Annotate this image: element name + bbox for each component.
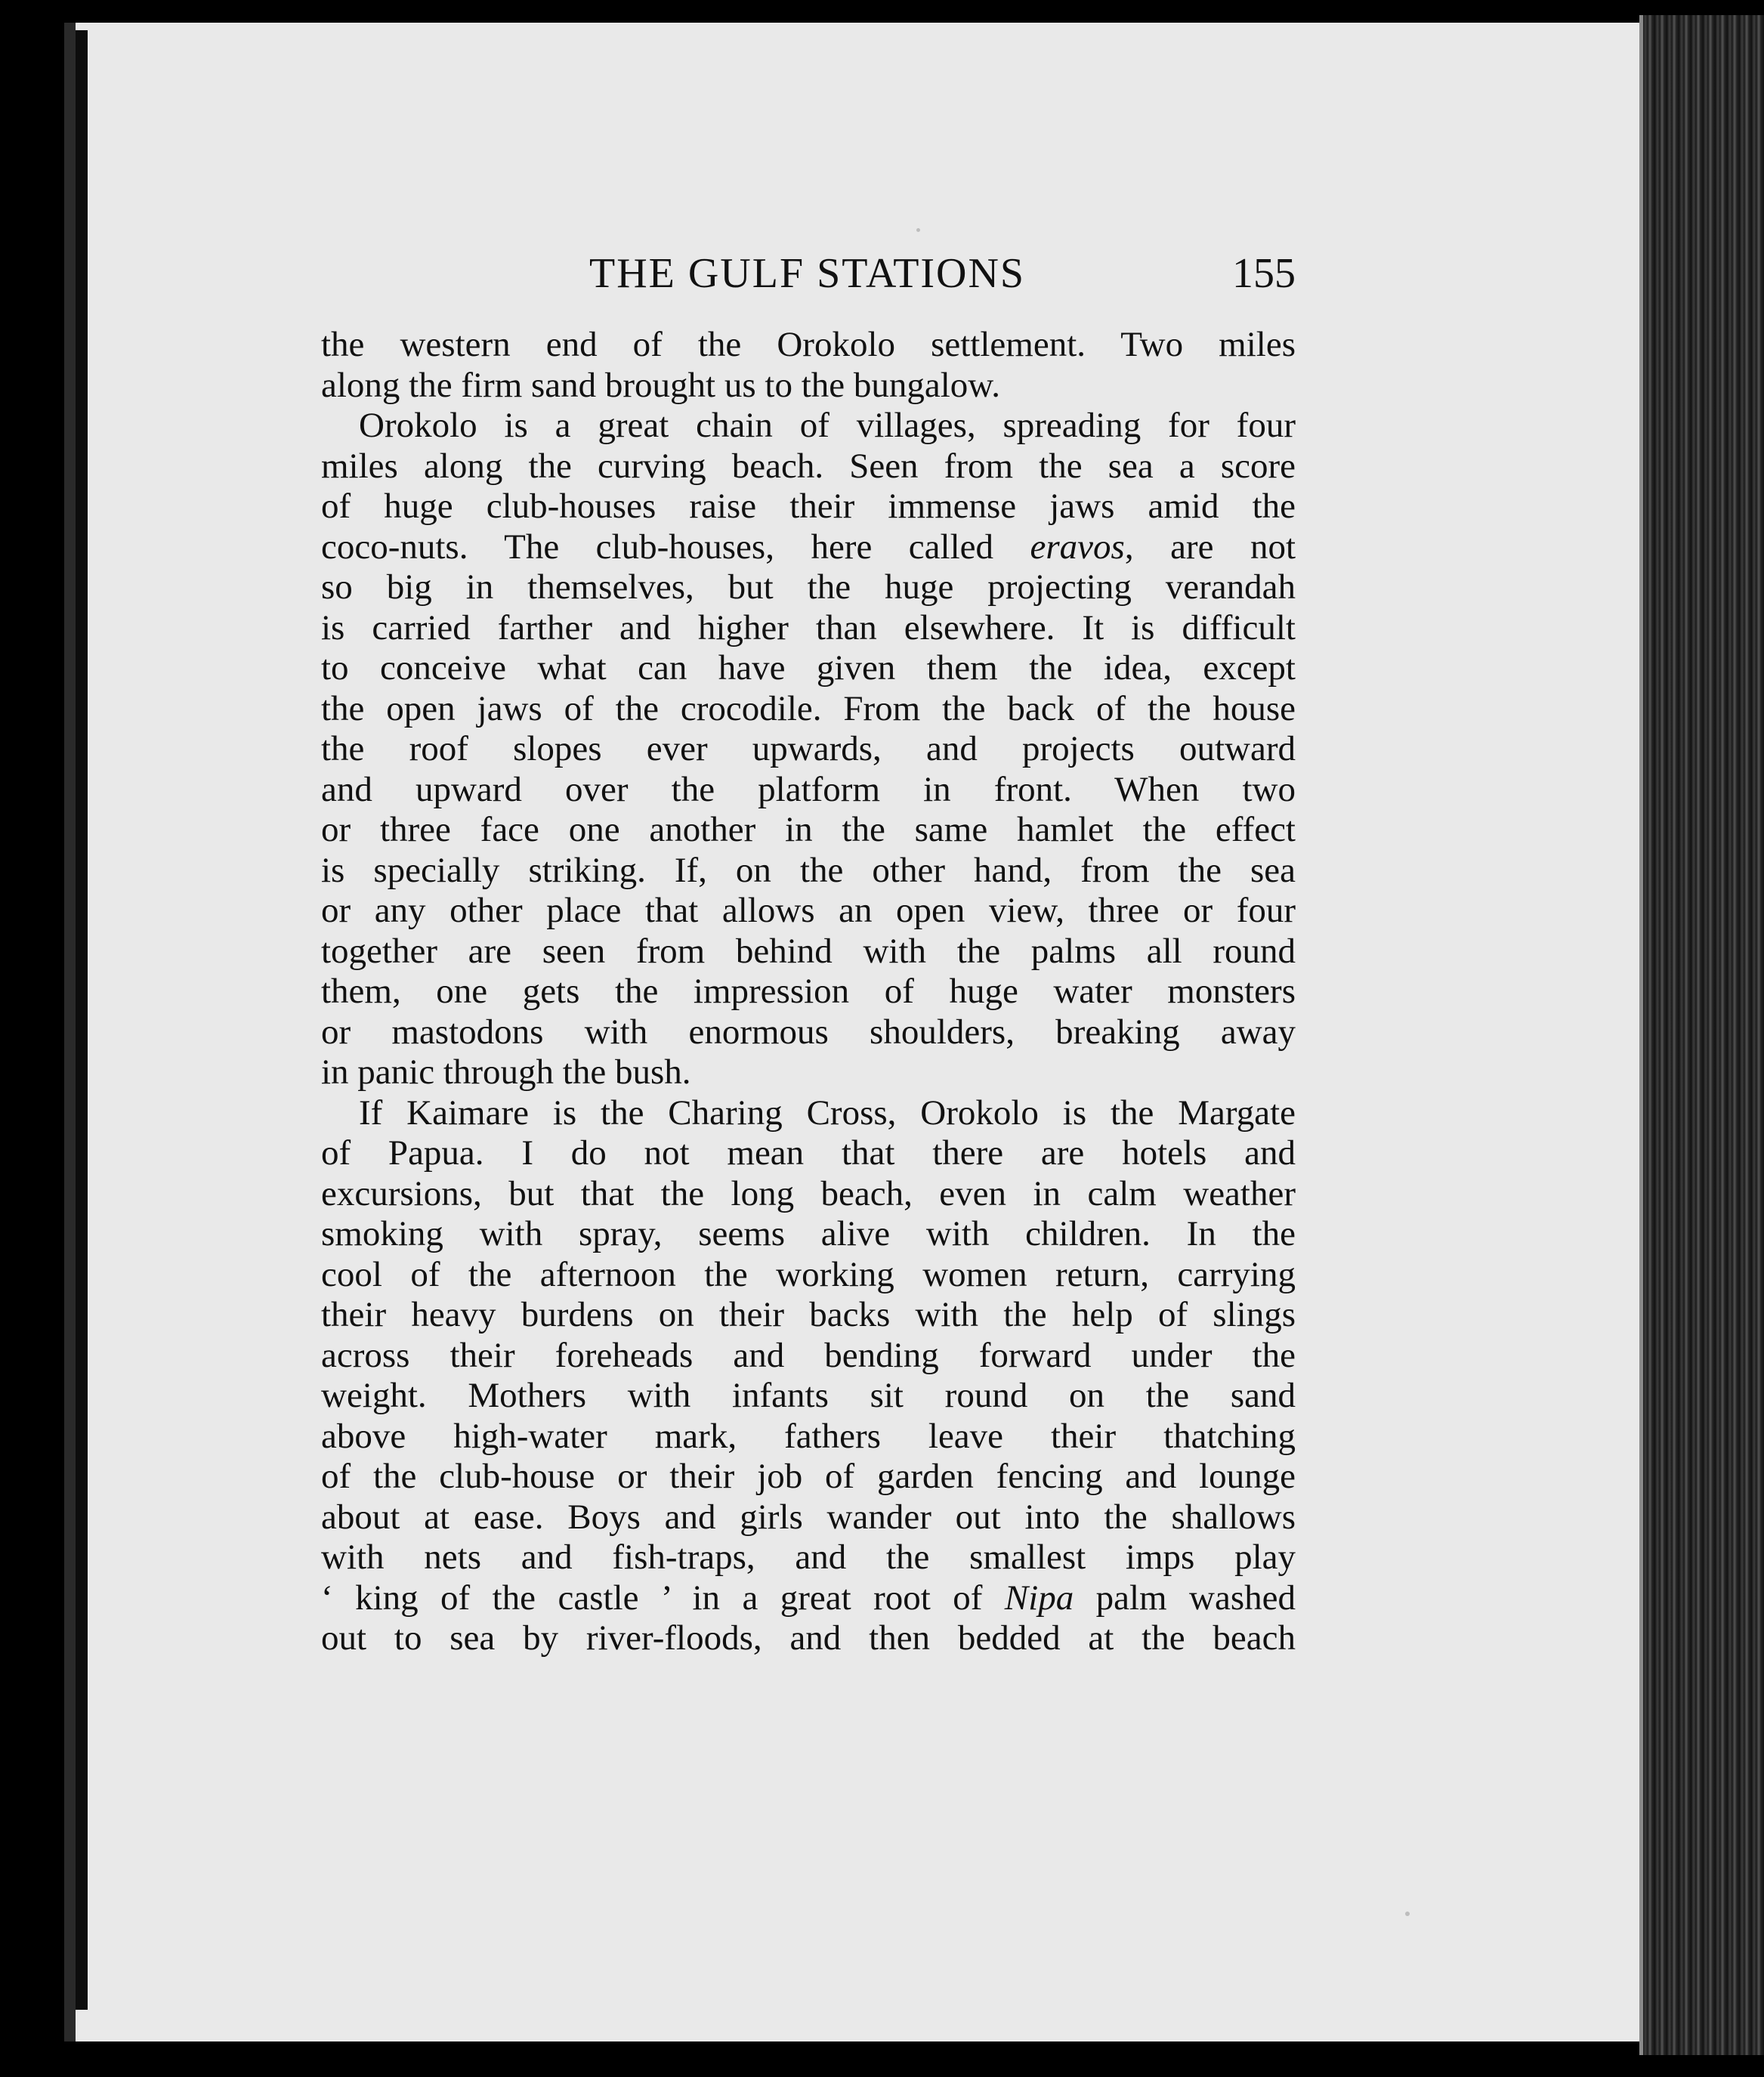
text-line: is carried farther and higher than elsewhere. It is difficult	[321, 607, 1296, 648]
text-line: Orokolo is a great chain of villages, spreading for four	[359, 406, 1296, 445]
page-gutter-shadow	[64, 23, 76, 2041]
text-line: weight. Mothers with infants sit round on the sand	[321, 1376, 1296, 1415]
running-head	[321, 247, 1296, 300]
text-line: above high-water mark, fathers leave their thatching	[321, 1416, 1296, 1456]
text-line: cool of the afternoon the working women return, carrying	[321, 1254, 1296, 1294]
text-line: If Kaimare is the Charing Cross, Orokolo is the Margate	[359, 1093, 1296, 1133]
body-text	[321, 325, 1296, 1659]
text-line: or any other place that allows an open view, three or four	[321, 891, 1296, 930]
text-line: them, one gets the impression of huge water monsters	[321, 972, 1296, 1011]
text-line: and upward over the platform in front. When two	[321, 769, 1296, 809]
text-line: together are seen from behind with the palms all round	[321, 931, 1296, 971]
text-line	[321, 1578, 1296, 1619]
text-line: smoking with spray, seems alive with children. In the	[321, 1214, 1296, 1253]
italic-term: eravos	[1030, 527, 1125, 567]
text-fragment: coco-nuts. The club-houses, here called	[321, 527, 1030, 567]
text-line: to conceive what can have given them the idea, except	[321, 648, 1296, 688]
scan-speck	[1405, 1912, 1410, 1916]
text-line: the roof slopes ever upwards, and projects outward	[321, 729, 1296, 768]
text-line: out to sea by river-floods, and then bedded at the beach	[321, 1618, 1296, 1658]
text-line: with nets and fish-traps, and the smallest imps play	[321, 1538, 1296, 1577]
text-line: the western end of the Orokolo settlement. Two miles	[321, 325, 1296, 364]
text-line: or three face one another in the same hamlet the effect	[321, 810, 1296, 849]
text-fragment: ‘ king of the castle ’ in a great root of	[321, 1578, 1005, 1618]
text-line: of Papua. I do not mean that there are hotels and	[321, 1133, 1296, 1173]
text-line: about at ease. Boys and girls wander out into the shallows	[321, 1497, 1296, 1537]
text-line: their heavy burdens on their backs with the help of slings	[321, 1295, 1296, 1334]
text-line: excursions, but that the long beach, even in calm weather	[321, 1173, 1296, 1213]
text-line: the open jaws of the crocodile. From the back of the house	[321, 688, 1296, 728]
page-number: 155	[1232, 250, 1296, 297]
text-line: or mastodons with enormous shoulders, breaking away	[321, 1012, 1296, 1052]
text-line: along the firm sand brought us to the bungalow.	[321, 365, 1000, 405]
text-line: miles along the curving beach. Seen from the sea a score	[321, 446, 1296, 486]
text-line: of the club-house or their job of garden fencing and lounge	[321, 1457, 1296, 1496]
text-line: so big in themselves, but the huge projecting verandah	[321, 567, 1296, 607]
text-line: of huge club-houses raise their immense jaws amid the	[321, 487, 1296, 526]
running-title: THE GULF STATIONS	[589, 250, 1026, 297]
text-line: in panic through the bush.	[321, 1052, 691, 1092]
text-fragment: palm washed	[1074, 1578, 1296, 1618]
italic-term: Nipa	[1004, 1578, 1074, 1618]
book-fore-edge	[1643, 15, 1764, 2055]
page-left-edge	[76, 30, 88, 2010]
scan-speck	[916, 228, 920, 232]
text-line: across their foreheads and bending forward under the	[321, 1335, 1296, 1375]
text-fragment: , are not	[1124, 527, 1296, 567]
text-line: is specially striking. If, on the other hand, from the sea	[321, 850, 1296, 890]
text-line	[321, 527, 1296, 568]
